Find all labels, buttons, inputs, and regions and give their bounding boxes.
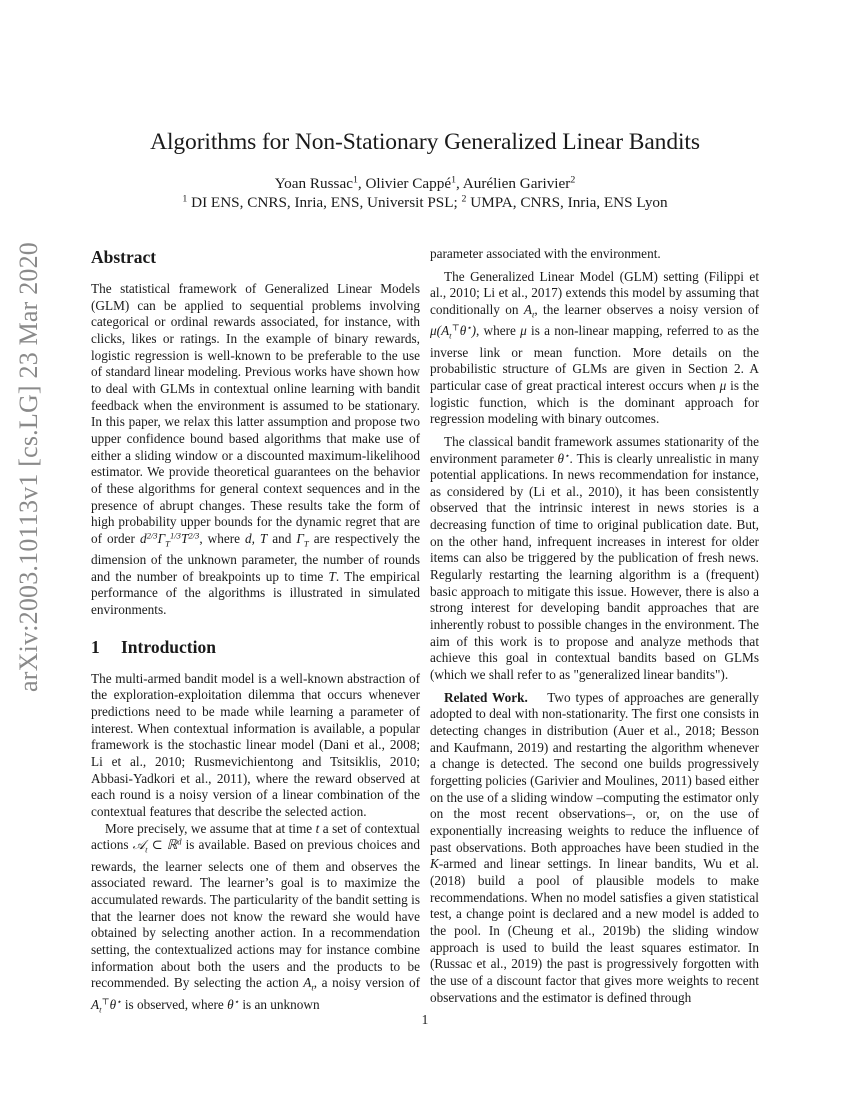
author-affiliation-mark: 1 (352, 174, 358, 186)
author-name: Olivier Cappé (365, 175, 452, 192)
math-inline: $A_t^⊤\theta^⋆$ (91, 995, 122, 1015)
math-inline: μ (520, 323, 527, 339)
math-inline: $A_t$ (303, 975, 314, 993)
author-name: Aurélien Garivier (462, 175, 571, 192)
author-affiliation-mark: 2 (570, 174, 576, 186)
text: Two types of approaches are generally adopted to deal with non-stationarity. The first one consists in detecting changes in distribution (Auer et al., 2018; Besson and Kaufmann, 2019) and restarting the algorithm whenever a change is detected. The second one builds progressively forgetting policies (Garivier and Moulines, 2011) based either on the use of a sliding window –computing the estimator only on the most recent observations–, or, on the use of exponentially increasing weights to reduce the influence of past observations. Both approaches have been studied in the (430, 689, 759, 855)
math-inline: T (328, 568, 336, 584)
affiliation-text: UMPA, CNRS, Inria, ENS Lyon (470, 194, 668, 211)
related-work-paragraph (430, 690, 759, 1006)
abstract-text: The statistical framework of Generalized Linear Models (GLM) can be applied to sequential problems involving categorical or ordinal rewards associated, for instance, with clicks, likes or ratings. In the example of binary rewards, logistic regression is well-known to be preferable to the use of standard linear modeling. Previous works have shown how to deal with GLMs in contextual online learning with bandit feedback when the environment is assumed to be stationary. In this paper, we relax this latter assumption and propose two upper confidence bound based algorithms that make use of either a sliding window or a discounted maximum-likelihood estimator. We provide theoretical guarantees on the behavior of these algorithms for general context sequences and in the presence of abrupt changes. These results take the form of high probability upper bounds for the dynamic regret that are of order (91, 281, 420, 546)
intro-paragraph (430, 434, 759, 684)
section-title: Introduction (121, 636, 216, 657)
text: -armed and linear settings. In linear bandits, Wu et al. (2018) build a pool of plausible models to make recommendations. When no model satisfies a given statistical test, a change point is declared and a new model is added to the pool. In (Cheung et al., 2019b) the sliding window approach is used to build the least squares estimator. In (Russac et al., 2019) the past is progressively forgotten with the use of a discount factor that gives more weights to recent observations and the estimator is defined through (430, 856, 759, 1005)
intro-paragraph: The multi-armed bandit model is a well-known abstraction of the exploration-exploitation dilemma that occurs whenever predictions need to be made while learning a parameter of interest. When contextual information is available, a popular framework is the stochastic linear model (Dani et al., 2008; Li et al., 2010; Rusmevichientong and Tsitsiklis, 2010; Abbasi-Yadkori et al., 2011), where the reward observed at each round is a noisy version of a linear combination of the contextual features that describe the selected action. (91, 670, 420, 820)
text: The Generalized Linear Model (GLM) setting (Filippi et al., 2010; Li et al., 2017) extends this model by assuming that conditionally on (430, 268, 759, 317)
abstract-paragraph (91, 281, 420, 619)
math-inline: 𝒜$_t$ ⊂ ℝ$^d$ (132, 836, 182, 855)
math-inline: t (315, 820, 320, 836)
math-inline: d, T (244, 530, 268, 546)
section-number: 1 (91, 636, 100, 657)
affiliation-number: 1 (182, 193, 188, 205)
right-column (430, 246, 759, 1006)
math-inline: $\Gamma_T$ (296, 530, 309, 549)
arxiv-stamp-text: arXiv:2003.10113v1 [cs.LG] 23 Mar 2020 (14, 241, 43, 692)
text: , where (476, 323, 521, 339)
intro-paragraph-continued: parameter associated with the environment. (430, 246, 661, 261)
paragraph-heading: Related Work. (444, 689, 528, 705)
text: a set of contextual actions (91, 820, 420, 853)
author-affiliation-mark: 1 (451, 174, 457, 186)
text: is available. Based on previous choices and rewards, the learner selects one of them and observes the associated reward. The learner’s goal is to maximize the accumulated rewards. The particularity of the bandit setting is that the learner does not know the reward she would have obtained by selecting another action. In a recommendation setting, the contextualized actions may for instance combine information about both the users and the products to be recommended. By selecting the action (91, 837, 421, 991)
math-inline: K (430, 856, 439, 872)
math-inline: θ⋆ (227, 995, 240, 1012)
math-inline: θ⋆ (557, 449, 570, 466)
abstract-text: , where (199, 530, 245, 546)
abstract-text: are respectively the dimension of the unknown parameter, the number of rounds and the number of breakpoints up to time (91, 530, 421, 584)
section-heading-introduction (91, 636, 420, 658)
text: is the logistic function, which is the dominant approach for regression modeling with binary outcomes. (430, 377, 759, 427)
affiliation-number: 2 (461, 193, 467, 205)
abstract-text: . The empirical performance of the algorithms is illustrated in simulated environments. (91, 568, 420, 618)
math-inline: μ (719, 377, 727, 393)
author-list: Yoan Russac$^1$, Olivier Cappé$^1$, Aurélien Garivier$^2$ (274, 174, 576, 192)
affiliation-text: DI ENS, CNRS, Inria, ENS, Universit PSL; (191, 194, 458, 211)
left-column (91, 246, 420, 1018)
intro-paragraph (91, 821, 420, 1018)
author-name: Yoan Russac (274, 175, 353, 192)
math-inline: $\mu(A_t^⊤\theta^⋆)$ (430, 322, 477, 341)
intro-paragraph (430, 269, 759, 428)
text: The classical bandit framework assumes stationarity of the environment parameter (430, 433, 759, 466)
text: , a noisy version of (313, 975, 420, 991)
text: . This is clearly unrealistic in many potential applications. In news recommendation for instance, as considered by (Li et al., 2010), it has been consistently observed that the intrinsic interest in news stories is a decreasing function of time to original publication date. But, on the other hand, infrequent increases in interest for older items can also be triggered by the publication of fresh news. Regularly restarting the learning algorithm is a (frequent) basic approach to mitigate this issue. However, there is also a strong interest for developing bandit approaches that are inherently robust to possible changes in the environment. The aim of this work is to propose and analyze methods that achieve this goal in contextual bandits based on GLMs (which we shall refer to as "generalized linear bandits"). (430, 450, 759, 683)
regret-bound-math: $d^{2/3}\Gamma_T^{1/3}T^{2/3}$ (139, 530, 200, 549)
page-number: 1 (421, 1012, 429, 1027)
text: is observed, where (121, 996, 228, 1012)
text: is an unknown (239, 996, 320, 1012)
abstract-text: and (267, 530, 297, 546)
text: More precisely, we assume that at time (105, 820, 316, 836)
math-inline: $A_t$ (523, 301, 535, 320)
affiliations (0, 193, 850, 212)
abstract-heading: Abstract (91, 247, 157, 267)
paper-title: Algorithms for Non-Stationary Generalized Linear Bandits (150, 129, 700, 155)
text: is a non-linear mapping, referred to as the inverse link or mean function. More details on the probabilistic structure of GLMs are given in Section 2. A particular case of great practical interest occurs when (430, 323, 759, 393)
text: , the learner observes a noisy version of (534, 301, 760, 317)
arxiv-stamp (9, 241, 49, 692)
